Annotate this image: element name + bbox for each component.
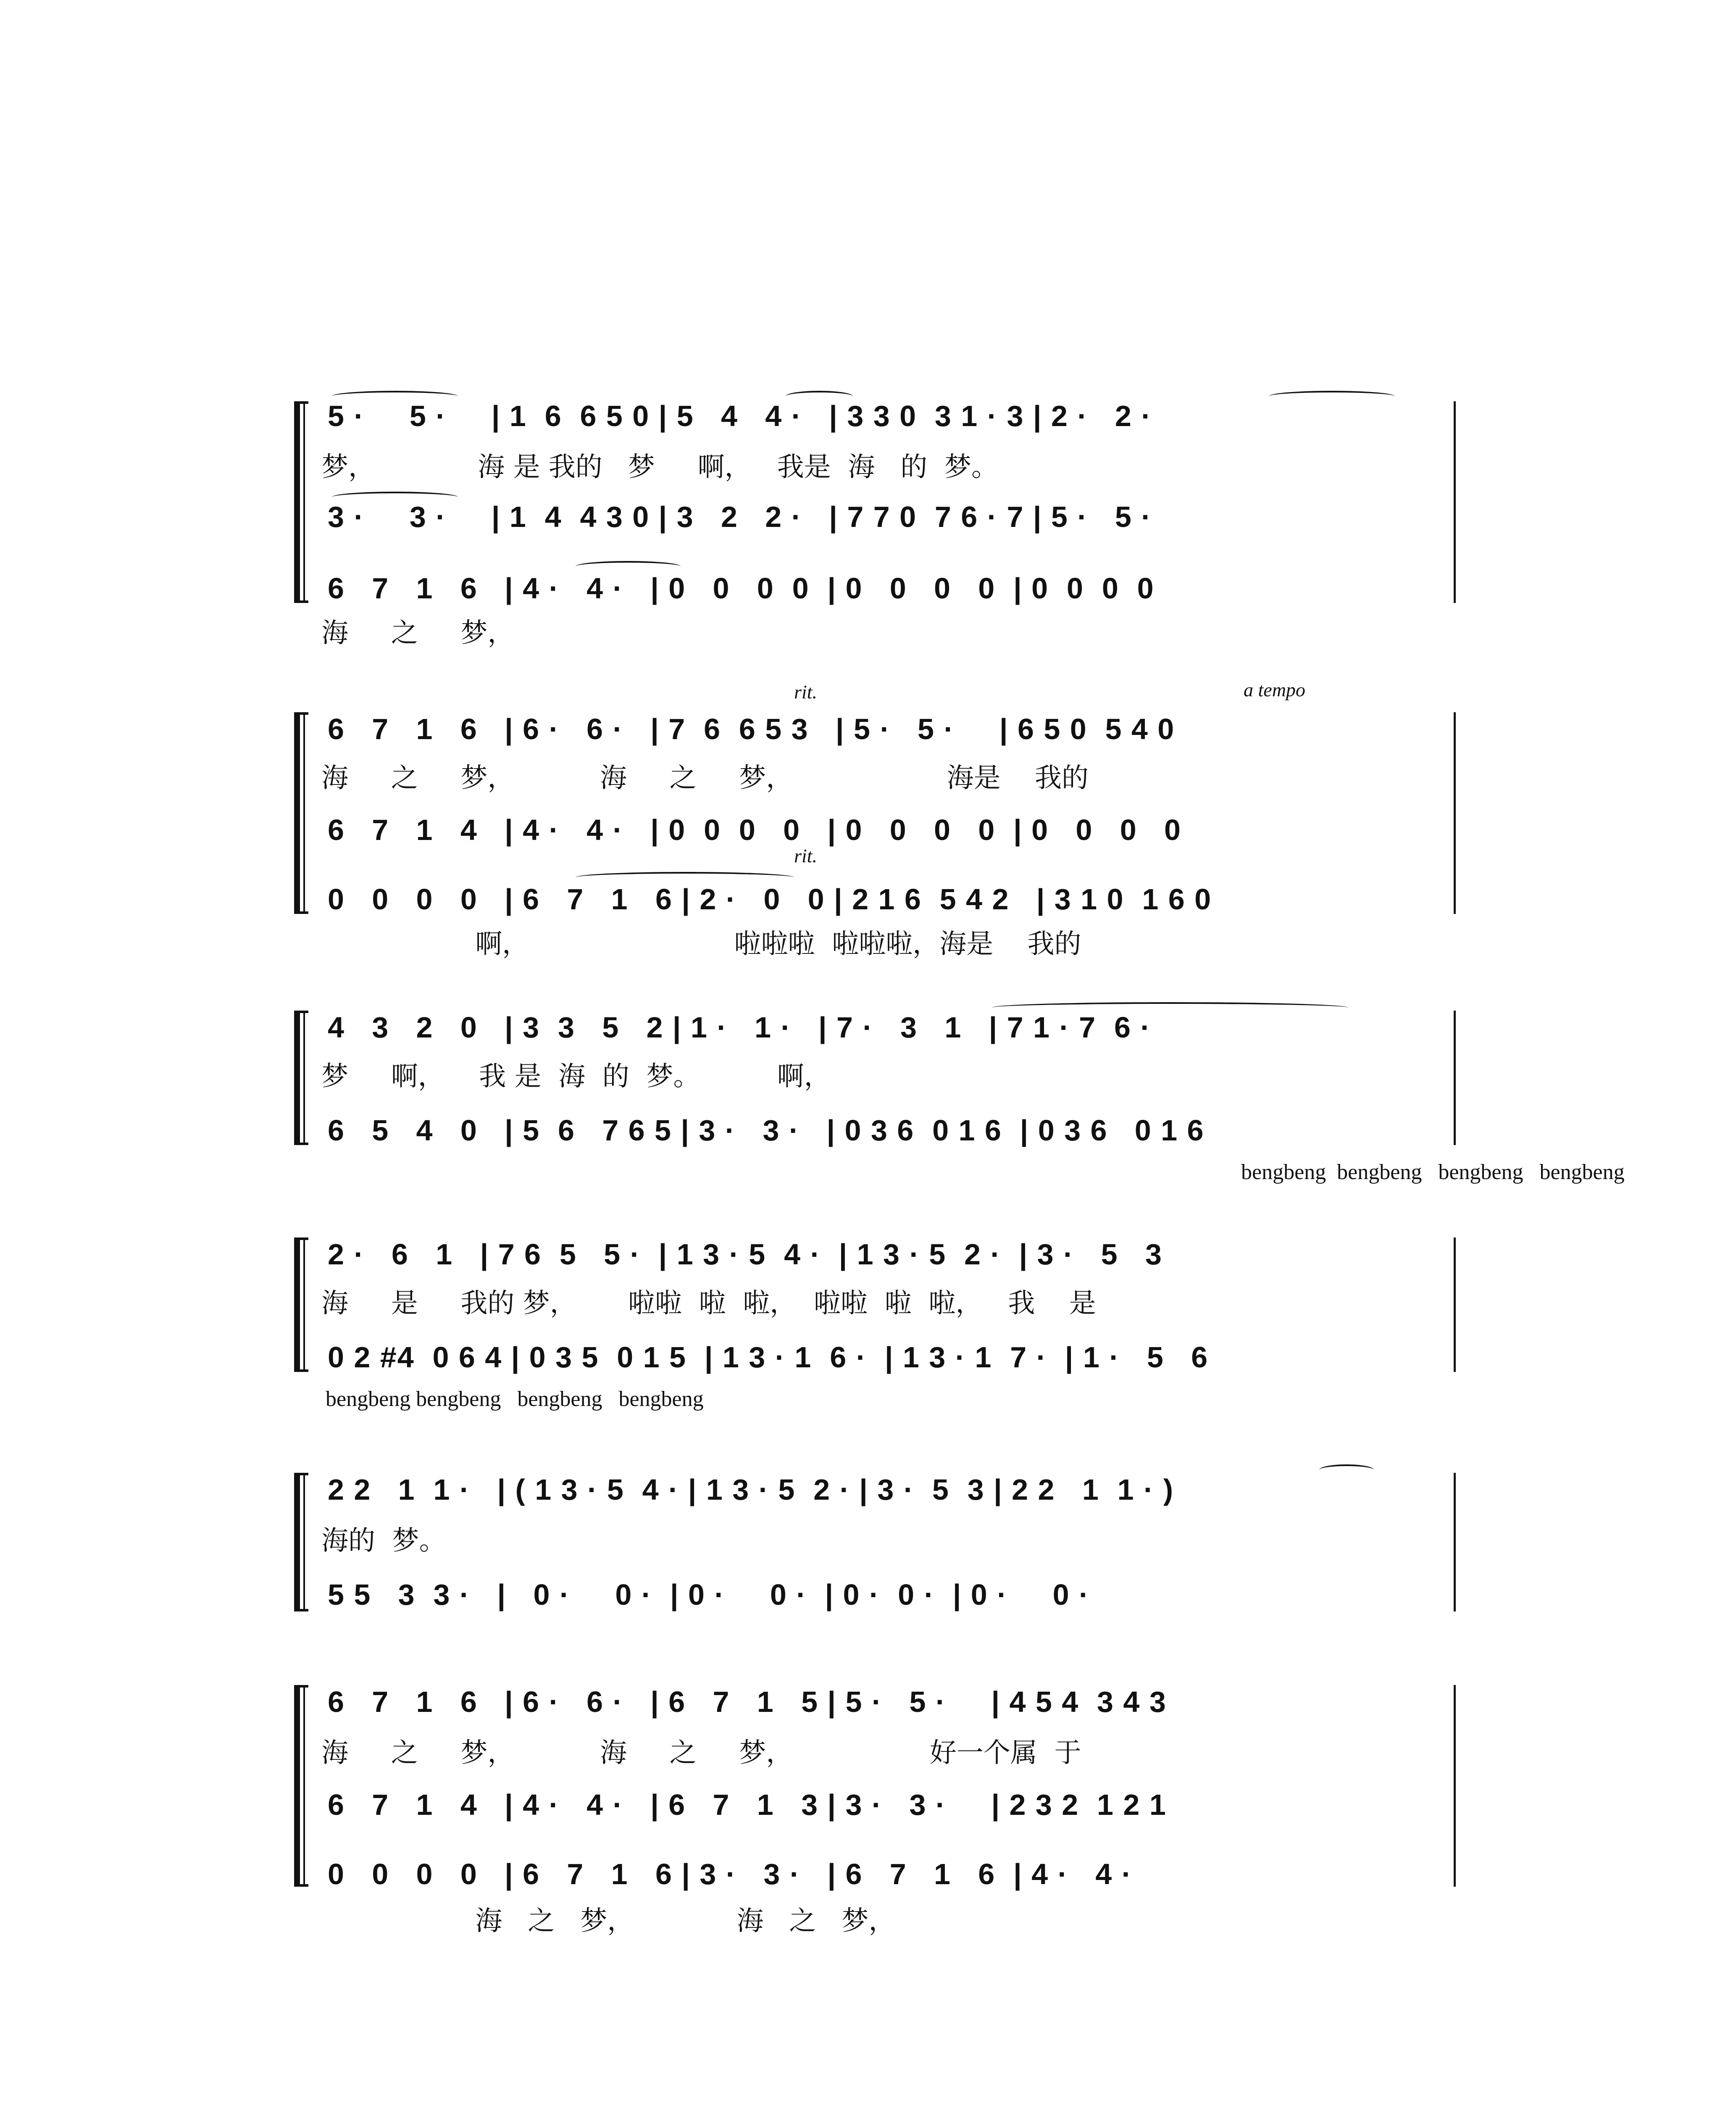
slur	[786, 391, 853, 402]
rit-mark: rit.	[794, 845, 817, 866]
system-bracket-inner	[303, 712, 305, 914]
score-line: 5 · 5 · | 1 6 6 5 0 | 5 4 4 · | 3 3 0 3 1 · 3 | 2 · 2 ·	[328, 400, 1152, 432]
barline	[1454, 1473, 1456, 1611]
score-line: 2 · 6 1 | 7 6 5 5 · | 1 3 · 5 4 · | 1 3 · 5 2 · | 3 · 5 3	[328, 1238, 1163, 1271]
barline	[1454, 1011, 1456, 1145]
score-line: 4 3 2 0 | 3 3 5 2 | 1 · 1 · | 7 · 3 1 | 7 1 · 7 6 ·	[328, 1011, 1151, 1044]
system-bracket-inner	[303, 1011, 305, 1145]
slur	[332, 492, 458, 503]
lyric-line: 海 之 梦， 海 之 梦， 好一个属 于	[321, 1738, 1081, 1769]
score-line: 2 2 1 1 · | ( 1 3 · 5 4 · | 1 3 · 5 2 · | 3 · 5 3 | 2 2 1 1 · )	[328, 1473, 1174, 1506]
system-bracket-inner	[303, 1237, 305, 1372]
system-bracket-inner	[303, 401, 305, 603]
lyric-line: 海 之 梦， 海 之 梦， 海是 我的	[321, 763, 1089, 794]
score-line: 6 7 1 6 | 4 · 4 · | 0 0 0 0 | 0 0 0 0 | 0 0 0 0	[328, 572, 1155, 605]
score-line: 6 7 1 4 | 4 · 4 · | 0 0 0 0 | 0 0 0 0 | 0 0 0 0	[328, 814, 1181, 846]
slur	[1269, 391, 1395, 402]
system-bracket-inner	[303, 1473, 305, 1611]
score-line: 6 5 4 0 | 5 6 7 6 5 | 3 · 3 · | 0 3 6 0 1 6 | 0 3 6 0 1 6	[328, 1114, 1205, 1147]
lyric-line: 啊， 啦啦啦 啦啦啦，海是 我的	[321, 929, 1081, 960]
system-bracket	[294, 712, 300, 914]
barline	[1454, 1685, 1456, 1887]
slur	[332, 391, 458, 402]
score-line: 0 2 #4 0 6 4 | 0 3 5 0 1 5 | 1 3 · 1 6 · | 1 3 · 1 7 · | 1 · 5 6	[328, 1341, 1209, 1374]
barline	[1454, 712, 1456, 914]
score-line: 0 0 0 0 | 6 7 1 6 | 3 · 3 · | 6 7 1 6 | 4 · 4 ·	[328, 1858, 1132, 1890]
system-bracket	[294, 401, 300, 603]
lyric-line: 海 之 梦，	[321, 618, 515, 649]
slur	[1319, 1464, 1374, 1475]
vocable-line: bengbeng bengbeng bengbeng bengbeng	[326, 1387, 704, 1411]
lyric-line: 梦 啊， 我 是 海 的 梦。 啊，	[321, 1061, 831, 1092]
lyric-line: 海 是 我的 梦， 啦啦 啦 啦， 啦啦 啦 啦， 我 是	[321, 1288, 1096, 1319]
barline	[1454, 401, 1456, 603]
barline	[1454, 1237, 1456, 1372]
a-tempo-mark: a tempo	[1244, 679, 1305, 700]
system-bracket	[294, 1473, 300, 1611]
slur	[576, 561, 681, 572]
score-line: 6 7 1 4 | 4 · 4 · | 6 7 1 3 | 3 · 3 · | 2 3 2 1 2 1	[328, 1788, 1167, 1821]
score-line: 0 0 0 0 | 6 7 1 6 | 2 · 0 0 | 2 1 6 5 4 2 | 3 1 0 1 6 0	[328, 883, 1212, 916]
lyric-line: 梦， 海 是 我的 梦 啊， 我是 海 的 梦。	[321, 452, 998, 483]
lyric-line: 海的 梦。	[321, 1525, 446, 1556]
slur	[576, 872, 794, 883]
rit-mark: rit.	[794, 681, 817, 703]
score-line: 6 7 1 6 | 6 · 6 · | 6 7 1 5 | 5 · 5 · | 4 5 4 3 4 3	[328, 1685, 1167, 1718]
score-line: 3 · 3 · | 1 4 4 3 0 | 3 2 2 · | 7 7 0 7 6 · 7 | 5 · 5 ·	[328, 500, 1152, 533]
slur	[992, 1002, 1349, 1013]
score-line: 6 7 1 6 | 6 · 6 · | 7 6 6 5 3 | 5 · 5 · | 6 5 0 5 4 0	[328, 713, 1175, 745]
system-bracket	[294, 1237, 300, 1372]
score-line: 5 5 3 3 · | 0 · 0 · | 0 · 0 · | 0 · 0 · | 0 · 0 ·	[328, 1578, 1090, 1611]
vocable-line: bengbeng bengbeng bengbeng bengbeng	[979, 1160, 1625, 1184]
system-bracket-inner	[303, 1685, 305, 1887]
lyric-line: 海 之 梦， 海 之 梦，	[321, 1906, 896, 1937]
system-bracket	[294, 1685, 300, 1887]
system-bracket	[294, 1011, 300, 1145]
